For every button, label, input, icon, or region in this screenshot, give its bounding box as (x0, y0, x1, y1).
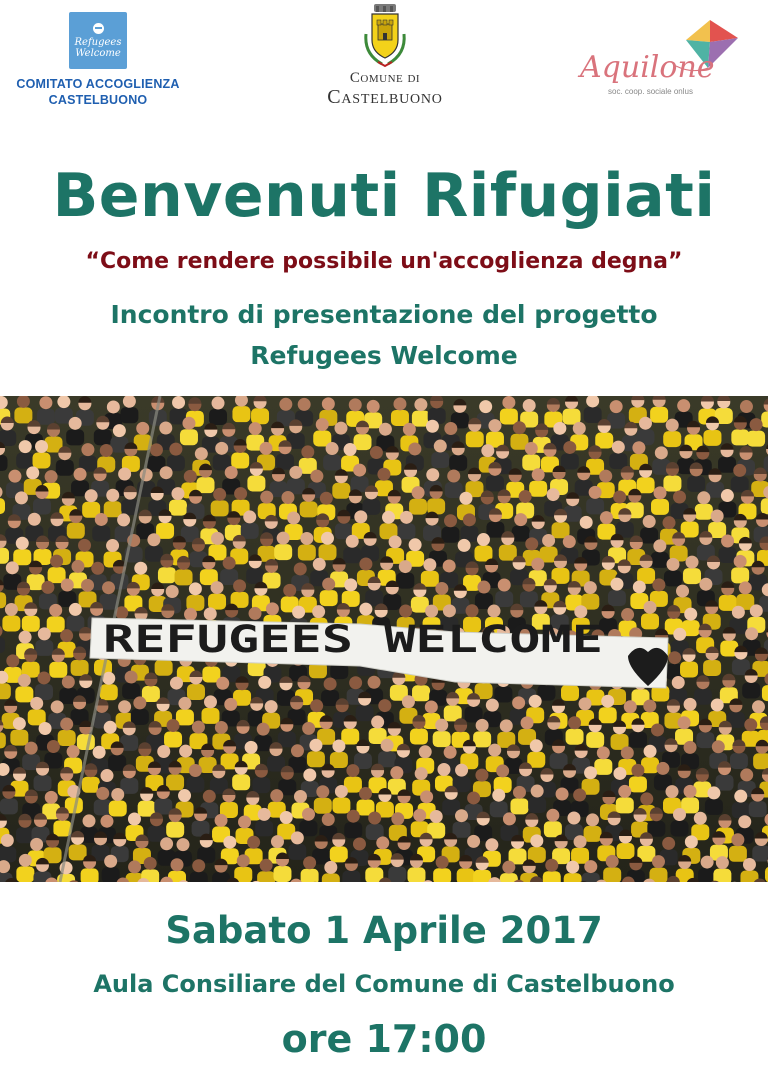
committee-caption (0, 76, 196, 108)
comune-logo (290, 0, 480, 112)
intro-line2: Refugees Welcome (250, 341, 518, 370)
event-time: ore 17:00 (281, 1017, 487, 1061)
badge-line2: Welcome (75, 47, 121, 59)
main-title: Benvenuti Rifugiati (52, 161, 716, 231)
event-date: Sabato 1 Aprile 2017 (165, 909, 603, 952)
aquilone-logo (570, 14, 760, 104)
comune-line1-text: Comune di (349, 70, 421, 86)
coat-of-arms-icon (360, 4, 410, 68)
aquilone-tagline: soc. coop. sociale onlus (608, 87, 693, 96)
comune-line2-text: Castelbuono (327, 86, 443, 108)
subtitle: “Come rendere possibile un'accoglienza degna” (85, 249, 683, 274)
crowd-illustration (0, 396, 768, 882)
castelbuono-label (290, 86, 480, 109)
committee-caption-line2: CASTELBUONO (48, 93, 148, 107)
banner-text: REFUGEES WELCOME (103, 618, 603, 661)
intro-line1: Incontro di presentazione del progetto (110, 300, 658, 329)
refugees-welcome-badge-icon (69, 12, 127, 69)
aquilone-name: Aquilone (580, 50, 715, 85)
comitato-logo (0, 0, 200, 120)
badge-line1: Refugees (74, 36, 122, 48)
comune-label (290, 70, 480, 87)
committee-caption-line1: COMITATO ACCOGLIENZA (16, 77, 180, 91)
crowd-photo (0, 396, 768, 882)
event-place: Aula Consiliare del Comune di Castelbuono (93, 970, 675, 998)
heart-icon (93, 23, 104, 34)
